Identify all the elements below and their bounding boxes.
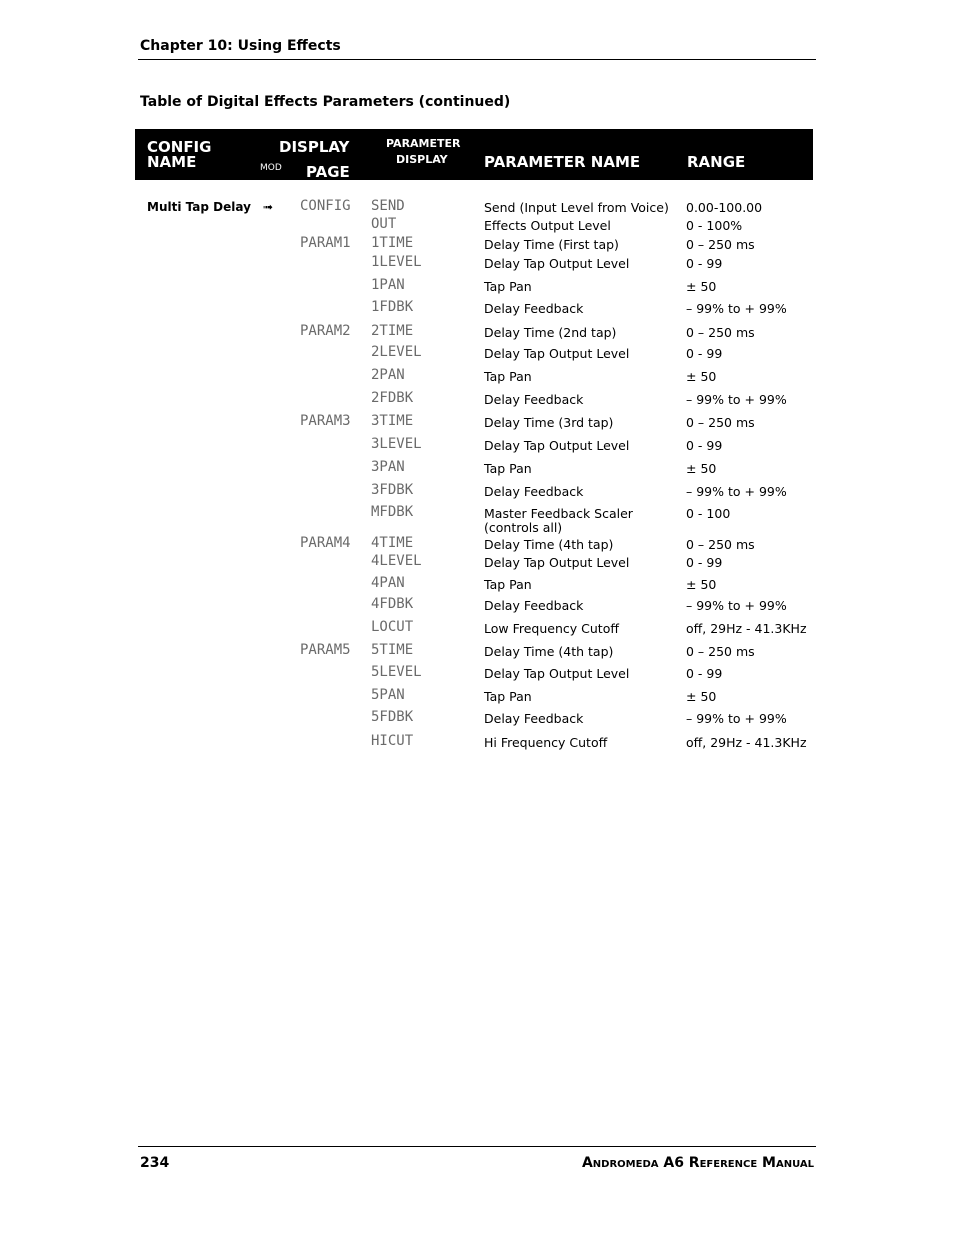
- row-parameter-name: Delay Feedback: [484, 301, 584, 316]
- header-display: DISPLAY: [279, 138, 350, 156]
- row-range: 0.00-100.00: [686, 200, 763, 215]
- row-parameter-name: Delay Tap Output Level: [484, 256, 630, 271]
- row-parameter-display: 2PAN: [371, 367, 405, 383]
- row-parameter-name-continued: (controls all): [484, 520, 563, 535]
- manual-title: Andromeda A6 Reference Manual: [581, 1155, 814, 1171]
- table-row: [0, 644, 954, 662]
- row-config-name: Multi Tap Delay: [147, 200, 251, 214]
- row-range: ± 50: [686, 369, 717, 384]
- row-display-page: PARAM4: [300, 535, 351, 551]
- top-rule: [138, 59, 816, 60]
- row-parameter-display: 3LEVEL: [371, 436, 422, 452]
- row-range: 0 – 250 ms: [686, 415, 755, 430]
- table-row: [0, 301, 954, 319]
- row-parameter-display: 4PAN: [371, 575, 405, 591]
- row-parameter-name: Tap Pan: [484, 577, 532, 592]
- row-parameter-name: Delay Tap Output Level: [484, 666, 630, 681]
- row-parameter-name: Delay Feedback: [484, 711, 584, 726]
- row-parameter-name: Delay Time (First tap): [484, 237, 619, 252]
- row-parameter-display: 4FDBK: [371, 596, 414, 612]
- row-range: – 99% to + 99%: [686, 301, 787, 316]
- table-row: [0, 537, 954, 555]
- row-range: off, 29Hz - 41.3KHz: [686, 735, 807, 750]
- row-range: 0 - 99: [686, 555, 723, 570]
- table-row: [0, 325, 954, 343]
- table-row: [0, 577, 954, 595]
- table-row: [0, 689, 954, 707]
- chapter-heading: Chapter 10: Using Effects: [140, 38, 341, 54]
- row-range: 0 - 99: [686, 666, 723, 681]
- row-range: ± 50: [686, 461, 717, 476]
- row-parameter-display: MFDBK: [371, 504, 414, 520]
- row-parameter-display: HICUT: [371, 733, 414, 749]
- row-parameter-name: Delay Time (3rd tap): [484, 415, 614, 430]
- table-row: [0, 621, 954, 639]
- row-range: ± 50: [686, 689, 717, 704]
- table-row: [0, 735, 954, 753]
- table-row: [0, 200, 954, 218]
- row-range: off, 29Hz - 41.3KHz: [686, 621, 807, 636]
- row-display-page: PARAM1: [300, 235, 351, 251]
- table-row: [0, 256, 954, 274]
- row-parameter-name: Tap Pan: [484, 279, 532, 294]
- table-row: [0, 218, 954, 236]
- row-parameter-display: 3FDBK: [371, 482, 414, 498]
- table-row: [0, 598, 954, 616]
- row-parameter-name: Delay Tap Output Level: [484, 438, 630, 453]
- row-parameter-display: 4LEVEL: [371, 553, 422, 569]
- row-range: 0 – 250 ms: [686, 644, 755, 659]
- table-row: [0, 504, 954, 535]
- row-parameter-display: 5TIME: [371, 642, 414, 658]
- header-range: RANGE: [687, 153, 746, 171]
- row-parameter-name: Delay Tap Output Level: [484, 346, 630, 361]
- row-range: – 99% to + 99%: [686, 484, 787, 499]
- row-range: 0 – 250 ms: [686, 325, 755, 340]
- row-range: – 99% to + 99%: [686, 711, 787, 726]
- table-row: [0, 555, 954, 573]
- row-parameter-display: SEND: [371, 198, 405, 214]
- row-parameter-display: 2LEVEL: [371, 344, 422, 360]
- row-parameter-display: 3PAN: [371, 459, 405, 475]
- row-parameter-name: Delay Time (4th tap): [484, 537, 614, 552]
- row-parameter-name: Effects Output Level: [484, 218, 611, 233]
- row-parameter-display: 5PAN: [371, 687, 405, 703]
- row-parameter-display: 1PAN: [371, 277, 405, 293]
- row-range: 0 - 100%: [686, 218, 743, 233]
- row-range: ± 50: [686, 279, 717, 294]
- row-parameter-name: Tap Pan: [484, 689, 532, 704]
- header-config: CONFIG: [147, 138, 212, 156]
- row-display-page: PARAM5: [300, 642, 351, 658]
- table-row: [0, 415, 954, 433]
- row-parameter-display: OUT: [371, 216, 397, 232]
- row-range: – 99% to + 99%: [686, 598, 787, 613]
- row-range: ± 50: [686, 577, 717, 592]
- row-parameter-name: Hi Frequency Cutoff: [484, 735, 608, 750]
- table-row: [0, 346, 954, 364]
- header-parameter-name: PARAMETER NAME: [484, 153, 641, 171]
- row-parameter-display: 1LEVEL: [371, 254, 422, 270]
- header-mod: MOD: [260, 163, 282, 173]
- row-parameter-name: Delay Time (2nd tap): [484, 325, 617, 340]
- row-parameter-display: 2FDBK: [371, 390, 414, 406]
- row-parameter-display: 1TIME: [371, 235, 414, 251]
- row-range: 0 - 100: [686, 506, 731, 521]
- row-parameter-name: Delay Feedback: [484, 484, 584, 499]
- table-row: [0, 369, 954, 387]
- page-number: 234: [140, 1155, 170, 1171]
- row-range: – 99% to + 99%: [686, 392, 787, 407]
- row-parameter-display: 2TIME: [371, 323, 414, 339]
- table-header: [135, 129, 813, 180]
- table-row: [0, 711, 954, 729]
- table-row: [0, 279, 954, 297]
- row-parameter-display: 4TIME: [371, 535, 414, 551]
- row-parameter-display: 1FDBK: [371, 299, 414, 315]
- table-row: [0, 666, 954, 684]
- row-parameter-display: 3TIME: [371, 413, 414, 429]
- row-parameter-name: Low Frequency Cutoff: [484, 621, 619, 636]
- table-row: [0, 392, 954, 410]
- row-parameter-name: Delay Tap Output Level: [484, 555, 630, 570]
- row-range: 0 - 99: [686, 256, 723, 271]
- row-parameter-name: Delay Time (4th tap): [484, 644, 614, 659]
- header-parameter: PARAMETER: [386, 137, 461, 150]
- row-parameter-name: Tap Pan: [484, 369, 532, 384]
- row-mod-arrow-icon: ➟: [263, 200, 274, 214]
- row-parameter-name: Master Feedback Scaler: [484, 506, 633, 521]
- row-parameter-name: Send (Input Level from Voice): [484, 200, 669, 215]
- header-page: PAGE: [306, 163, 350, 181]
- row-range: 0 - 99: [686, 438, 723, 453]
- row-display-page: PARAM3: [300, 413, 351, 429]
- row-parameter-name: Delay Feedback: [484, 392, 584, 407]
- header-name: NAME: [147, 153, 197, 171]
- row-display-page: PARAM2: [300, 323, 351, 339]
- row-parameter-display: 5FDBK: [371, 709, 414, 725]
- bottom-rule: [138, 1146, 816, 1147]
- row-parameter-display: 5LEVEL: [371, 664, 422, 680]
- table-row: [0, 438, 954, 456]
- row-display-page: CONFIG: [300, 198, 351, 214]
- table-title: Table of Digital Effects Parameters (continued): [140, 94, 511, 110]
- row-parameter-name: Delay Feedback: [484, 598, 584, 613]
- header-parameter-display: DISPLAY: [396, 153, 448, 166]
- table-row: [0, 484, 954, 502]
- row-parameter-display: LOCUT: [371, 619, 414, 635]
- row-parameter-name: Tap Pan: [484, 461, 532, 476]
- row-range: 0 – 250 ms: [686, 537, 755, 552]
- row-range: 0 – 250 ms: [686, 237, 755, 252]
- row-range: 0 - 99: [686, 346, 723, 361]
- table-row: [0, 237, 954, 255]
- table-row: [0, 461, 954, 479]
